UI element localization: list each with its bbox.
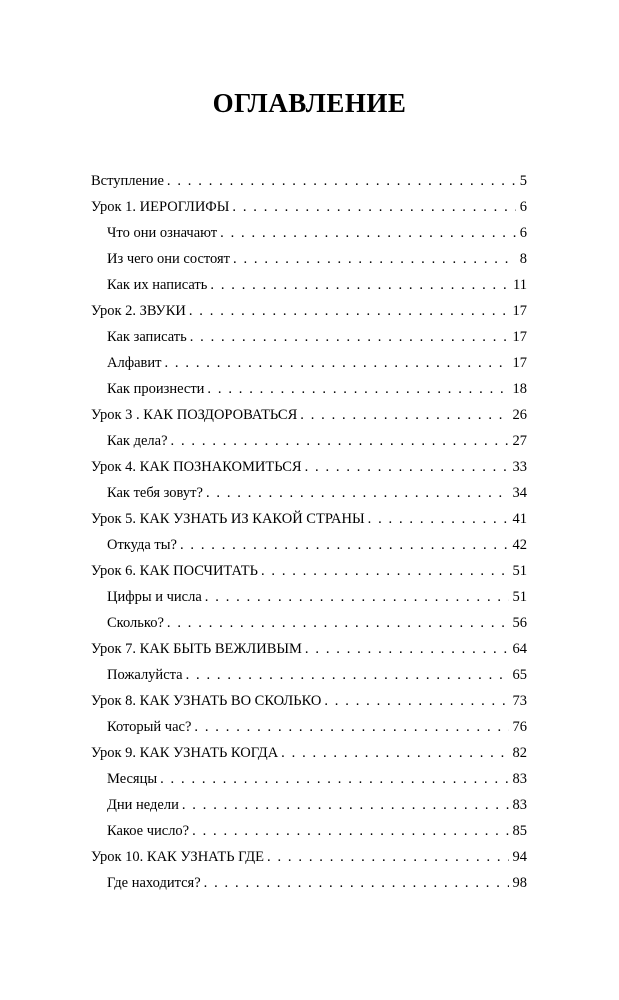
toc-entry[interactable] [91,404,527,430]
toc-entry-label: Урок 3 . КАК ПОЗДОРОВАТЬСЯ [91,407,298,423]
dot-leader [300,404,508,426]
toc-entry-label: Урок 1. ИЕРОГЛИФЫ [91,199,230,215]
toc-entry[interactable] [91,846,527,872]
toc-entry-page-number: 42 [512,537,527,553]
toc-entry-label: Сколько? [107,615,164,631]
toc-entry-label: Какое число? [107,823,190,839]
toc-entry-page-number: 6 [519,225,527,241]
toc-subentry[interactable] [91,664,527,690]
toc-entry-label: Урок 5. КАК УЗНАТЬ ИЗ КАКОЙ СТРАНЫ [91,511,365,527]
toc-subentry[interactable] [91,534,527,560]
toc-subentry[interactable] [91,482,527,508]
toc-entry-page-number: 73 [512,693,527,709]
toc-entry-page-number: 33 [512,459,527,475]
toc-entry-label: Цифры и числа [107,589,202,605]
toc-entry-page-number: 18 [512,381,527,397]
toc-entry-page-number: 83 [512,797,527,813]
toc-entry-page-number: 51 [512,589,527,605]
toc-entry-label: Дни недели [107,797,179,813]
dot-leader [232,196,515,218]
toc-entry-label: Урок 8. КАК УЗНАТЬ ВО СКОЛЬКО [91,693,322,709]
dot-leader [160,768,508,790]
toc-entry-page-number: 98 [512,875,527,891]
toc-entry-label: Урок 9. КАК УЗНАТЬ КОГДА [91,745,279,761]
toc-entry-page-number: 27 [512,433,527,449]
dot-leader [324,690,508,712]
toc-subentry[interactable] [91,222,527,248]
dot-leader [233,248,516,270]
toc-entry-page-number: 6 [519,199,527,215]
dot-leader [189,300,509,322]
toc-entry[interactable] [91,690,527,716]
toc-entry-label: Из чего они состоят [107,251,231,267]
toc-entry-label: Как тебя зовут? [107,485,203,501]
toc-entry-label: Урок 10. КАК УЗНАТЬ ГДЕ [91,849,265,865]
dot-leader [167,170,516,192]
dot-leader [204,872,509,894]
dot-leader [267,846,508,868]
toc-entry-label: Как записать [107,329,187,345]
dot-leader [194,716,508,738]
dot-leader [180,534,509,556]
toc-entry-page-number: 11 [513,277,527,293]
toc-entry-label: Пожалуйста [107,667,183,683]
toc-entry-page-number: 82 [512,745,527,761]
toc-entry[interactable] [91,300,527,326]
toc-entry-label: Месяцы [107,771,158,787]
toc-entry-page-number: 17 [512,355,527,371]
dot-leader [261,560,509,582]
toc-entry-page-number: 26 [512,407,527,423]
dot-leader [206,482,509,504]
toc-subentry[interactable] [91,274,527,300]
toc-entry-label: Урок 7. КАК БЫТЬ ВЕЖЛИВЫМ [91,641,302,657]
toc-entry-page-number: 51 [512,563,527,579]
toc-entry-page-number: 56 [512,615,527,631]
toc-entry-page-number: 65 [512,667,527,683]
table-of-contents [91,170,527,898]
dot-leader [192,820,508,842]
dot-leader [210,274,509,296]
toc-entry-label: Урок 2. ЗВУКИ [91,303,186,319]
toc-entry-page-number: 64 [512,641,527,657]
toc-entry-label: Урок 6. КАК ПОСЧИТАТЬ [91,563,258,579]
toc-entry-page-number: 8 [519,251,527,267]
toc-entry-page-number: 5 [519,173,527,189]
dot-leader [190,326,509,348]
dot-leader [368,508,509,530]
toc-entry-page-number: 76 [512,719,527,735]
toc-entry-label: Как их написать [107,277,208,293]
toc-entry[interactable] [91,456,527,482]
dot-leader [305,638,509,660]
toc-subentry[interactable] [91,326,527,352]
dot-leader [207,378,508,400]
toc-subentry[interactable] [91,768,527,794]
toc-entry[interactable] [91,742,527,768]
toc-entry[interactable] [91,196,527,222]
toc-entry[interactable] [91,560,527,586]
toc-entry-label: Как дела? [107,433,168,449]
dot-leader [220,222,516,244]
toc-entry-page-number: 17 [512,329,527,345]
toc-entry[interactable] [91,508,527,534]
toc-entry-label: Вступление [91,173,164,189]
toc-entry-page-number: 17 [512,303,527,319]
toc-entry-label: Где находится? [107,875,201,891]
toc-subentry[interactable] [91,430,527,456]
dot-leader [171,430,509,452]
toc-subentry[interactable] [91,586,527,612]
toc-subentry[interactable] [91,248,527,274]
dot-leader [205,586,509,608]
toc-subentry[interactable] [91,794,527,820]
toc-subentry[interactable] [91,612,527,638]
toc-entry-label: Который час? [107,719,192,735]
toc-entry-label: Урок 4. КАК ПОЗНАКОМИТЬСЯ [91,459,302,475]
toc-entry-label: Алфавит [107,355,162,371]
toc-entry-page-number: 34 [512,485,527,501]
page-title: ОГЛАВЛЕНИЕ [212,88,407,118]
toc-entry[interactable] [91,170,527,196]
toc-entry-page-number: 41 [512,511,527,527]
dot-leader [281,742,508,764]
toc-subentry[interactable] [91,716,527,742]
toc-subentry[interactable] [91,352,527,378]
toc-entry-page-number: 85 [512,823,527,839]
toc-entry-page-number: 94 [512,849,527,865]
dot-leader [164,352,508,374]
toc-entry-label: Что они означают [107,225,218,241]
toc-entry[interactable] [91,638,527,664]
toc-entry-label: Откуда ты? [107,537,177,553]
toc-subentry[interactable] [91,820,527,846]
dot-leader [167,612,509,634]
dot-leader [186,664,509,686]
toc-subentry[interactable] [91,872,527,898]
dot-leader [182,794,509,816]
toc-entry-label: Как произнести [107,381,205,397]
dot-leader [305,456,509,478]
toc-subentry[interactable] [91,378,527,404]
toc-entry-page-number: 83 [512,771,527,787]
